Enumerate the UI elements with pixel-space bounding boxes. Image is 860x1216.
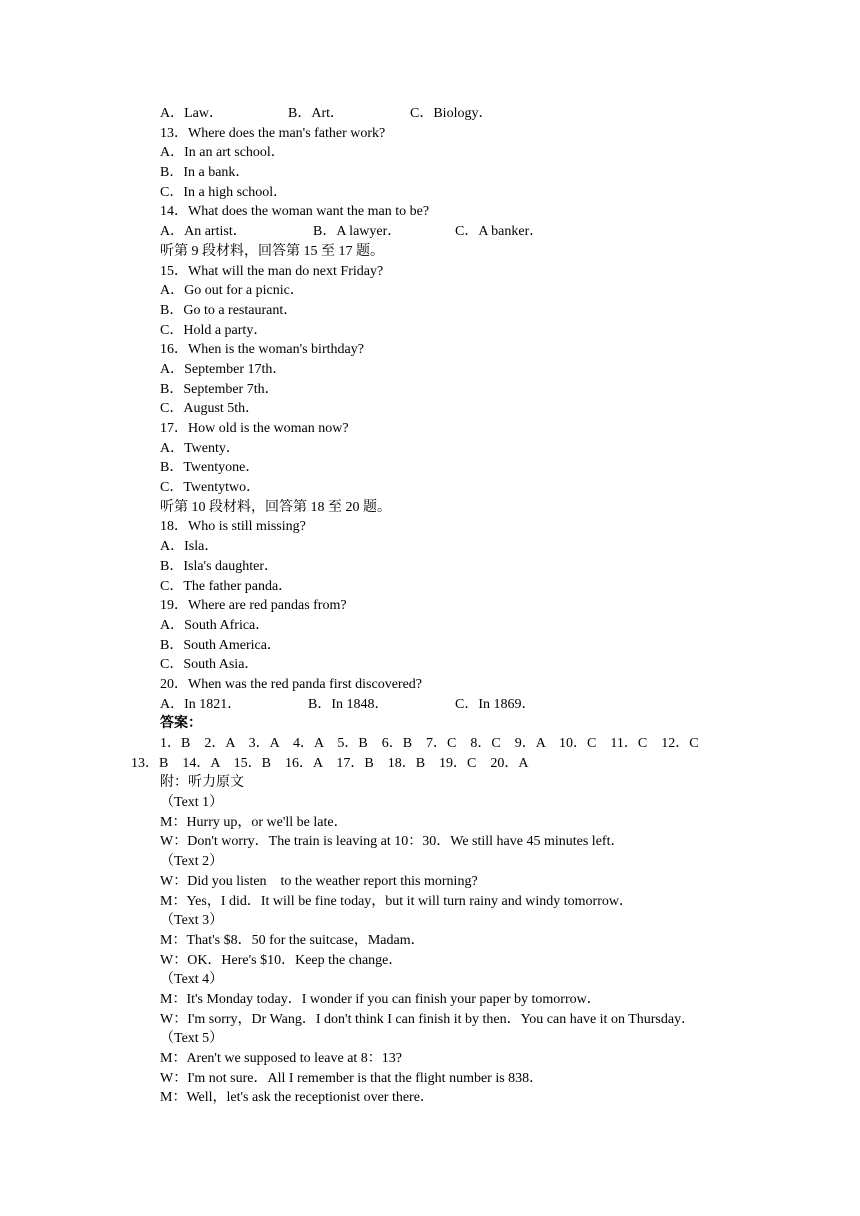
q18-option-c: C．The father panda． <box>160 578 293 594</box>
text-2-label: （Text 2） <box>160 854 224 870</box>
text-4-man: M：It's Monday today．I wonder if you can finish your paper by tomorrow． <box>160 991 601 1007</box>
option-b: B．A lawyer． <box>313 224 402 240</box>
text-3-woman: W：OK．Here's $10．Keep the change． <box>160 952 403 968</box>
answers-line-2: 13．B 14．A 15．B 16．A 17．B 18．B 19．C 20．A <box>131 755 529 771</box>
q12-options <box>0 104 860 124</box>
question-16: 16．When is the woman's birthday? <box>160 342 364 358</box>
q16-option-c: C．August 5th． <box>160 401 260 417</box>
q14-options <box>0 222 860 242</box>
text-5-man-1: M：Aren't we supposed to leave at 8：13? <box>160 1051 403 1066</box>
q16-option-a: A．September 17th． <box>160 361 287 377</box>
q17-option-b: B．Twentyone． <box>160 460 260 476</box>
option-c: C．A banker． <box>455 224 544 240</box>
q16-option-b: B．September 7th． <box>160 381 279 397</box>
text-1-man: M：Hurry up，or we'll be late． <box>160 814 348 830</box>
q18-option-a: A．Isla． <box>160 539 219 555</box>
q15-option-a: A．Go out for a picnic． <box>160 283 304 299</box>
q17-option-a: A．Twenty． <box>160 440 240 456</box>
text-5-woman: W：I'm not sure．All I remember is that the flight number is 838． <box>160 1070 544 1086</box>
text-1-woman: W：Don't worry．The train is leaving at 10：30．We still have 45 minutes left． <box>160 834 625 850</box>
question-17: 17．How old is the woman now? <box>160 421 349 436</box>
option-b: B．Art． <box>288 106 344 121</box>
q13-option-b: B．In a bank． <box>160 165 250 181</box>
option-a: A．An artist． <box>160 224 247 240</box>
option-c: C．Biology． <box>410 106 493 121</box>
question-18: 18．Who is still missing? <box>160 519 306 535</box>
option-a: A．Law． <box>160 106 223 121</box>
q19-option-c: C．South Asia． <box>160 657 259 673</box>
text-5-label: （Text 5） <box>160 1031 224 1047</box>
section-10-instruction: 听第 10 段材料，回答第 18 至 20 题。 <box>160 499 391 515</box>
option-c: C．In 1869． <box>455 696 536 712</box>
document-content <box>0 104 860 1108</box>
q19-option-a: A．South Africa． <box>160 617 270 633</box>
question-13: 13．Where does the man's father work? <box>160 125 386 141</box>
text-3-label: （Text 3） <box>160 913 224 929</box>
q18-option-b: B．Isla's daughter． <box>160 558 279 574</box>
q17-option-c: C．Twentytwo． <box>160 480 261 496</box>
q15-option-b: B．Go to a restaurant． <box>160 302 298 318</box>
text-4-woman: W：I'm sorry，Dr Wang．I don't think I can finish it by then．You can have it on Thursday． <box>160 1011 696 1027</box>
text-1-label: （Text 1） <box>160 795 224 811</box>
question-19: 19．Where are red pandas from? <box>160 598 347 614</box>
answers-line-1: 1．B 2．A 3．A 4．A 5．B 6．B 7．C 8．C 9．A 10．C 11．C 12．C <box>160 736 699 751</box>
text-2-man: M：Yes，I did．It will be fine today，but it will turn rainy and windy tomorrow． <box>160 893 633 909</box>
text-5-man-2: M：Well，let's ask the receptionist over there． <box>160 1090 434 1106</box>
question-14: 14．What does the woman want the man to be? <box>160 204 430 220</box>
text-4-label: （Text 4） <box>160 972 224 988</box>
answers-heading: 答案： <box>160 716 202 732</box>
appendix-heading: 附：听力原文 <box>160 775 244 791</box>
option-b: B．In 1848． <box>308 696 389 712</box>
q15-option-c: C．Hold a party． <box>160 322 268 338</box>
q13-option-a: A．In an art school． <box>160 145 285 161</box>
option-a: A．In 1821． <box>160 696 242 712</box>
q19-option-b: B．South America． <box>160 637 281 653</box>
text-3-man: M：That's $8．50 for the suitcase，Madam． <box>160 932 425 948</box>
q20-options <box>0 695 860 715</box>
question-20: 20．When was the red panda first discovered? <box>160 676 423 692</box>
q13-option-c: C．In a high school． <box>160 184 288 200</box>
section-9-instruction: 听第 9 段材料，回答第 15 至 17 题。 <box>160 243 384 259</box>
text-2-woman: W：Did you listen to the weather report this morning? <box>160 873 478 889</box>
question-15: 15．What will the man do next Friday? <box>160 263 384 279</box>
